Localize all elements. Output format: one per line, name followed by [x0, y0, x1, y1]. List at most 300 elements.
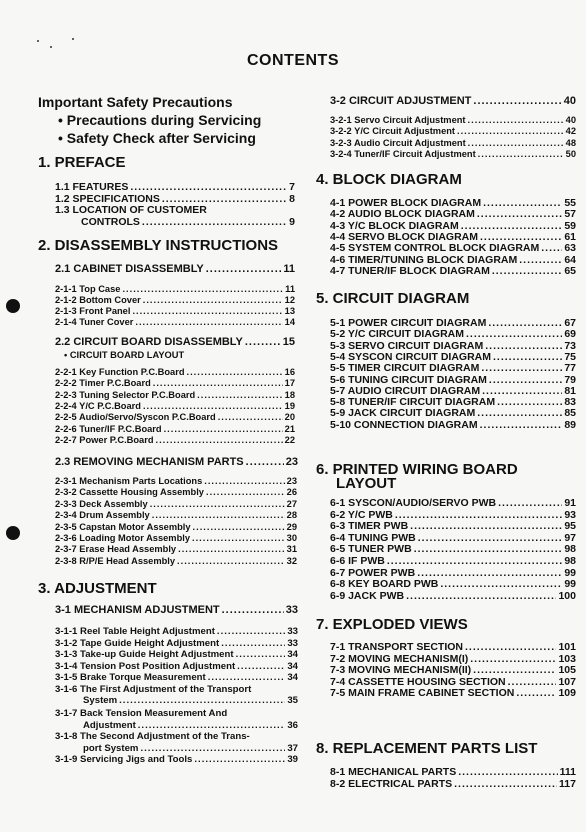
toc-entry-label: 5-3 SERVO CIRCUIT DIAGRAM	[330, 339, 484, 352]
toc-entry-label: 2-1-1 Top Case	[55, 284, 121, 294]
toc-leader-dots	[187, 367, 283, 377]
toc-entry-page: 101	[558, 641, 576, 653]
toc-entry[interactable]	[55, 306, 295, 316]
scan-speck	[72, 38, 74, 40]
toc-leader-dots	[417, 567, 562, 579]
toc-entry[interactable]	[330, 509, 576, 521]
toc-entry-label: CONTROLS	[81, 215, 140, 228]
section-5-heading: 5. CIRCUIT DIAGRAM	[316, 290, 470, 307]
toc-entry-label: 2-2-7 Power P.C.Board	[55, 434, 154, 445]
toc-entry-label: System	[83, 695, 118, 706]
toc-entry[interactable]	[330, 497, 576, 509]
toc-entry[interactable]	[55, 284, 295, 294]
toc-leader-dots	[122, 284, 283, 294]
toc-entry[interactable]	[55, 638, 298, 649]
toc-entry-page: 26	[286, 487, 297, 498]
toc-entry-label: 6-6 IF PWB	[330, 555, 385, 567]
toc-entry-label: 6-2 Y/C PWB	[330, 508, 393, 521]
toc-entry-label: 2-3-3 Deck Assembly	[55, 498, 148, 509]
toc-entry-label: 4-1 POWER BLOCK DIAGRAM	[330, 197, 482, 209]
toc-entry[interactable]	[330, 520, 576, 532]
toc-leader-dots	[206, 487, 285, 497]
toc-entry-label: 3-1-7 Back Tension Measurement And	[55, 708, 228, 719]
toc-entry-page: 57	[564, 208, 576, 221]
toc-entry-page: 30	[286, 533, 297, 543]
toc-leader-dots	[470, 653, 556, 665]
toc-entry-label: 6-7 POWER PWB	[330, 566, 416, 579]
toc-entry[interactable]	[330, 362, 576, 374]
toc-entry-page: 23	[286, 476, 297, 486]
toc-entry-label: 4-5 SYSTEM CONTROL BLOCK DIAGRAM	[330, 242, 540, 255]
section-4-heading: 4. BLOCK DIAGRAM	[316, 171, 462, 188]
toc-entry-page: 34	[287, 660, 298, 672]
toc-leader-dots	[406, 590, 556, 602]
toc-leader-dots	[458, 766, 557, 778]
toc-entry-page: 97	[564, 531, 576, 544]
section-2-2-heading[interactable]: 2.2 CIRCUIT BOARD DISASSEMBLY ..... 15	[55, 336, 295, 348]
toc-entry[interactable]	[55, 295, 295, 305]
toc-entry[interactable]	[330, 317, 576, 329]
safety-bullet-1: • Precautions during Servicing	[58, 112, 262, 128]
toc-entry-page: 21	[284, 423, 295, 434]
section-6-heading: 6. PRINTED WIRING BOARD	[316, 461, 518, 478]
toc-entry-page: 28	[286, 510, 297, 521]
toc-entry-page: 65	[564, 264, 576, 277]
toc-leader-dots	[138, 720, 286, 731]
toc-leader-dots	[468, 138, 564, 148]
toc-entry-page: 50	[565, 148, 576, 159]
toc-entry[interactable]	[330, 149, 576, 159]
toc-leader-dots	[178, 544, 285, 554]
toc-entry-page: 20	[284, 412, 295, 423]
toc-leader-dots	[457, 126, 564, 136]
toc-leader-dots	[480, 419, 563, 431]
toc-entry[interactable]	[330, 197, 576, 209]
page-title: CONTENTS	[247, 52, 339, 69]
toc-leader-dots	[194, 754, 285, 765]
toc-entry[interactable]	[330, 532, 576, 544]
toc-entry-page: 63	[564, 242, 576, 255]
toc-leader-dots	[478, 149, 564, 159]
toc-entry-label: 5-6 TUNING CIRCUIT DIAGRAM	[330, 373, 487, 386]
toc-entry[interactable]	[83, 695, 298, 706]
toc-entry-label: 3-1-2 Tape Guide Height Adjustment	[55, 637, 220, 649]
toc-entry-label: 6-4 TUNING PWB	[330, 531, 416, 544]
toc-entry[interactable]	[55, 193, 295, 205]
toc-leader-dots	[481, 362, 562, 374]
toc-entry-label: 1.1 FEATURES	[55, 181, 129, 193]
toc-leader-dots	[135, 317, 282, 327]
toc-entry-label: 2-2-2 Timer P.C.Board	[55, 378, 151, 389]
toc-entry-page: 12	[284, 295, 295, 305]
toc-entry-label: 2-3-1 Mechanism Parts Locations	[55, 476, 203, 486]
toc-entry-page: 98	[564, 555, 576, 567]
toc-entry-label: 2-3-2 Cassette Housing Assembly	[55, 487, 204, 498]
toc-entry-page: 109	[558, 687, 576, 700]
section-3-2-heading[interactable]: 3-2 CIRCUIT ADJUSTMENT ..... 40	[330, 95, 576, 107]
toc-leader-dots	[480, 231, 562, 243]
toc-entry-label: 2-1-3 Front Panel	[55, 306, 131, 316]
toc-entry[interactable]	[330, 220, 576, 232]
toc-entry-label: 5-5 TIMER CIRCUIT DIAGRAM	[330, 362, 480, 375]
toc-leader-dots	[150, 499, 285, 509]
toc-entry-label: 7-1 TRANSPORT SECTION	[330, 641, 464, 653]
toc-entry-label: Adjustment	[83, 719, 136, 731]
toc-leader-dots	[387, 555, 562, 567]
toc-entry-page: 111	[559, 766, 576, 778]
toc-leader-dots	[489, 374, 562, 386]
toc-entry-page: 117	[559, 777, 576, 790]
toc-leader-dots	[483, 197, 562, 209]
section-7-heading: 7. EXPLODED VIEWS	[316, 616, 468, 633]
toc-entry-page: 34	[287, 649, 298, 660]
toc-leader-dots	[482, 385, 562, 397]
toc-entry-page: 85	[564, 407, 576, 420]
toc-entry-page: 8	[289, 192, 295, 205]
toc-leader-dots	[132, 306, 282, 316]
toc-entry[interactable]	[55, 317, 295, 327]
binder-hole-mark	[6, 526, 20, 540]
section-3-1-heading[interactable]: 3-1 MECHANISM ADJUSTMENT ..... 33	[55, 604, 298, 616]
toc-entry-page: 11	[285, 284, 295, 294]
toc-entry[interactable]	[55, 661, 298, 672]
section-6-heading-line2: LAYOUT	[336, 475, 397, 492]
toc-leader-dots	[164, 424, 283, 434]
toc-entry-page: 37	[287, 742, 298, 754]
toc-entry[interactable]	[55, 435, 295, 445]
toc-entry-label: 3-2-3 Audio Circuit Adjustment	[330, 137, 466, 148]
toc-leader-dots	[119, 695, 285, 706]
toc-leader-dots	[218, 412, 283, 422]
toc-leader-dots	[143, 295, 283, 305]
toc-entry-page: 19	[284, 400, 295, 411]
toc-leader-dots	[418, 532, 563, 544]
toc-leader-dots	[454, 778, 557, 790]
toc-leader-dots	[410, 520, 562, 532]
toc-leader-dots	[177, 556, 285, 566]
toc-entry[interactable]	[55, 672, 298, 683]
toc-entry[interactable]	[55, 181, 295, 193]
toc-entry-page: 27	[286, 498, 297, 509]
toc-entry[interactable]	[55, 412, 295, 422]
toc-entry-label: 2-2-6 Tuner/IF P.C.Board	[55, 423, 162, 434]
toc-entry-label: 3-2-1 Servo Circuit Adjustment	[330, 115, 466, 125]
toc-entry-page: 95	[564, 520, 576, 533]
safety-heading: Important Safety Precautions	[38, 94, 233, 110]
toc-entry-label: 8-2 ELECTRICAL PARTS	[330, 777, 453, 790]
toc-entry-page: 16	[284, 367, 295, 377]
toc-entry-label: 4-7 TUNER/IF BLOCK DIAGRAM	[330, 264, 490, 277]
toc-entry[interactable]	[330, 115, 576, 125]
toc-entry[interactable]	[55, 754, 298, 765]
toc-entry-label: 2-1-2 Bottom Cover	[55, 295, 141, 305]
toc-entry-page: 13	[284, 306, 295, 316]
toc-entry-label: 1.2 SPECIFICATIONS	[55, 192, 160, 205]
toc-entry-page: 22	[284, 434, 295, 445]
toc-entry[interactable]	[55, 390, 295, 400]
toc-leader-dots	[497, 396, 562, 408]
toc-leader-dots	[221, 638, 285, 649]
toc-entry-label: 6-8 KEY BOARD PWB	[330, 578, 439, 591]
toc-entry-page: 32	[286, 555, 297, 566]
toc-leader-dots	[142, 216, 287, 228]
toc-leader-dots	[193, 522, 285, 532]
toc-entry[interactable]	[330, 231, 576, 243]
section-2-3-heading[interactable]: 2.3 REMOVING MECHANISM PARTS ..... 23	[55, 456, 298, 468]
toc-entry-label: 4-2 AUDIO BLOCK DIAGRAM	[330, 208, 475, 221]
toc-entry[interactable]	[55, 510, 297, 520]
toc-entry[interactable]	[330, 766, 576, 778]
toc-entry[interactable]	[55, 424, 295, 434]
toc-entry-label: 2-2-3 Tuning Selector P.C.Board	[55, 389, 196, 400]
toc-entry-page: 33	[287, 637, 298, 649]
toc-entry[interactable]	[83, 743, 298, 754]
toc-entry[interactable]	[55, 731, 298, 742]
toc-entry-page: 105	[558, 664, 576, 677]
toc-entry-label: 5-1 POWER CIRCUIT DIAGRAM	[330, 317, 487, 329]
toc-entry-label: 3-1-5 Brake Torque Measurement	[55, 672, 206, 683]
toc-entry[interactable]	[83, 720, 298, 731]
toc-leader-dots	[541, 242, 562, 254]
toc-leader-dots	[395, 509, 562, 521]
toc-entry[interactable]	[81, 216, 295, 228]
toc-leader-dots	[236, 649, 286, 660]
toc-entry-label: 5-8 TUNER/IF CIRCUIT DIAGRAM	[330, 396, 496, 409]
toc-entry[interactable]	[330, 242, 576, 254]
toc-entry-page: 99	[564, 566, 576, 579]
toc-entry-page: 33	[287, 626, 298, 637]
section-8-heading: 8. REPLACEMENT PARTS LIST	[316, 740, 538, 757]
toc-leader-dots	[492, 265, 562, 277]
toc-entry-page: 107	[558, 675, 576, 688]
toc-leader-dots	[508, 676, 557, 688]
toc-entry[interactable]	[330, 328, 576, 340]
toc-entry-label: 7-3 MOVING MECHANISM(II)	[330, 664, 472, 677]
toc-leader-dots	[162, 193, 287, 205]
toc-entry-page: 89	[564, 418, 576, 431]
toc-entry[interactable]	[330, 687, 576, 699]
toc-entry-label: 7-5 MAIN FRAME CABINET SECTION	[330, 687, 515, 700]
toc-entry[interactable]	[330, 254, 576, 266]
toc-entry-page: 7	[289, 181, 295, 193]
toc-leader-dots	[204, 476, 284, 486]
toc-leader-dots	[485, 340, 562, 352]
toc-entry[interactable]	[55, 401, 295, 411]
toc-entry-label: 3-2-4 Tuner/IF Circuit Adjustment	[330, 148, 476, 159]
toc-entry[interactable]	[55, 684, 298, 695]
section-2-1-heading[interactable]: 2.1 CABINET DISASSEMBLY ..... 11	[55, 263, 295, 275]
toc-entry-page: 100	[558, 589, 576, 602]
toc-entry-page: 40	[565, 115, 576, 125]
toc-entry[interactable]	[330, 778, 576, 790]
toc-leader-dots	[461, 220, 563, 232]
toc-entry[interactable]	[55, 708, 298, 719]
toc-entry-label: 4-4 SERVO BLOCK DIAGRAM	[330, 230, 478, 243]
toc-entry[interactable]	[330, 653, 576, 665]
toc-entry-page: 17	[284, 378, 295, 389]
toc-entry-page: 14	[284, 317, 295, 327]
safety-bullet-2: • Safety Check after Servicing	[58, 130, 256, 146]
toc-entry-label: 2-3-4 Drum Assembly	[55, 510, 150, 521]
toc-entry[interactable]	[55, 522, 297, 532]
toc-entry[interactable]	[55, 649, 298, 660]
toc-leader-dots	[477, 208, 562, 220]
binder-hole-mark	[6, 299, 20, 313]
toc-leader-dots	[217, 626, 285, 637]
toc-leader-dots	[130, 181, 287, 193]
toc-entry-label: 3-1-4 Tension Post Position Adjustment	[55, 660, 236, 672]
toc-entry[interactable]	[330, 578, 576, 590]
toc-leader-dots	[153, 378, 283, 388]
toc-leader-dots	[197, 390, 282, 400]
toc-entry[interactable]	[55, 626, 298, 637]
toc-entry[interactable]	[330, 407, 576, 419]
toc-entry-page: 36	[287, 719, 298, 731]
toc-entry[interactable]	[330, 396, 576, 408]
toc-entry[interactable]	[330, 419, 576, 431]
toc-entry-label: 5-4 SYSCON CIRCUIT DIAGRAM	[330, 350, 492, 363]
toc-entry-page: 18	[284, 389, 295, 400]
toc-entry[interactable]	[330, 208, 576, 220]
section-1-heading: 1. PREFACE	[38, 154, 126, 171]
toc-leader-dots	[237, 661, 285, 672]
section-3-heading: 3. ADJUSTMENT	[38, 580, 157, 597]
toc-leader-dots	[156, 435, 283, 445]
toc-entry-page: 55	[564, 197, 576, 209]
toc-leader-dots	[143, 401, 283, 411]
toc-entry-page: 83	[564, 396, 576, 409]
toc-entry-label: 2-3-5 Capstan Motor Assembly	[55, 521, 191, 532]
toc-entry-label: 6-5 TUNER PWB	[330, 543, 412, 556]
toc-entry-label: 3-1-1 Reel Table Height Adjustment	[55, 626, 215, 637]
toc-entry-label: 6-3 TIMER PWB	[330, 520, 409, 533]
toc-entry-page: 34	[287, 672, 298, 683]
toc-entry[interactable]	[330, 676, 576, 688]
toc-leader-dots	[493, 351, 562, 363]
toc-entry-label: 6-9 JACK PWB	[330, 589, 405, 602]
toc-entry[interactable]	[330, 340, 576, 352]
toc-entry-label: 5-7 AUDIO CIRCUIT DIAGRAM	[330, 384, 481, 397]
toc-entry-label: 3-1-3 Take-up Guide Height Adjustment	[55, 649, 234, 660]
toc-leader-dots	[140, 743, 285, 754]
toc-entry[interactable]	[330, 567, 576, 579]
toc-entry-page: 103	[558, 652, 576, 665]
toc-leader-dots	[488, 317, 562, 329]
toc-entry-label: port System	[83, 742, 139, 754]
toc-leader-dots	[477, 407, 562, 419]
toc-entry-label: 4-6 TIMER/TUNING BLOCK DIAGRAM	[330, 253, 518, 266]
toc-entry[interactable]	[330, 351, 576, 363]
toc-leader-dots	[414, 543, 563, 555]
toc-entry[interactable]	[55, 378, 295, 388]
section-2-heading: 2. DISASSEMBLY INSTRUCTIONS	[38, 237, 279, 254]
toc-entry-label: 3-1-9 Servicing Jigs and Tools	[55, 754, 193, 765]
toc-entry[interactable]	[55, 544, 297, 554]
toc-entry[interactable]	[55, 556, 297, 566]
toc-leader-dots	[519, 254, 562, 266]
toc-entry-page: 79	[564, 373, 576, 386]
toc-entry-page: 59	[564, 219, 576, 232]
toc-entry-page: 29	[286, 521, 297, 532]
toc-entry[interactable]	[55, 499, 297, 509]
toc-entry-label: 2-3-7 Erase Head Assembly	[55, 544, 177, 555]
toc-entry-page: 77	[564, 362, 576, 375]
toc-leader-dots	[516, 687, 556, 699]
toc-entry-label: 2-2-5 Audio/Servo/Syscon P.C.Board	[55, 412, 216, 423]
toc-leader-dots	[152, 510, 285, 520]
toc-entry-page: 39	[287, 754, 298, 765]
toc-entry[interactable]	[330, 641, 576, 653]
toc-entry[interactable]	[330, 590, 576, 602]
toc-leader-dots	[440, 578, 562, 590]
toc-entry-page: 69	[564, 328, 576, 341]
toc-entry-label: 1.3 LOCATION OF CUSTOMER	[55, 204, 207, 216]
toc-entry-label: 6-1 SYSCON/AUDIO/SERVO PWB	[330, 497, 497, 509]
toc-entry-page: 93	[564, 508, 576, 521]
toc-entry-label: 5-9 JACK CIRCUIT DIAGRAM	[330, 407, 476, 420]
toc-entry[interactable]	[55, 367, 295, 377]
toc-entry[interactable]	[330, 555, 576, 567]
toc-entry-label: 2-1-4 Tuner Cover	[55, 317, 134, 327]
toc-entry-page: 98	[564, 543, 576, 556]
toc-entry-label: 5-10 CONNECTION DIAGRAM	[330, 418, 478, 431]
toc-leader-dots	[192, 533, 285, 543]
toc-entry[interactable]	[55, 476, 297, 486]
toc-entry[interactable]	[55, 487, 297, 497]
toc-entry-label: 3-1-8 The Second Adjustment of the Trans-	[55, 731, 250, 742]
toc-entry-label: 2-2-1 Key Function P.C.Board	[55, 367, 185, 377]
toc-entry-label: 5-2 Y/C CIRCUIT DIAGRAM	[330, 328, 464, 341]
toc-entry-page: 61	[564, 230, 576, 243]
toc-entry-label: 3-1-6 The First Adjustment of the Transport	[55, 683, 252, 695]
toc-entry-page: 64	[564, 253, 576, 266]
toc-entry-label: 2-3-6 Loading Motor Assembly	[55, 533, 190, 543]
toc-entry-page: 91	[564, 497, 576, 509]
toc-entry-label: 8-1 MECHANICAL PARTS	[330, 766, 457, 778]
toc-entry[interactable]	[55, 533, 297, 543]
toc-entry-label: 2-3-8 R/P/E Head Assembly	[55, 555, 176, 566]
toc-entry-page: 81	[564, 384, 576, 397]
toc-entry[interactable]	[330, 265, 576, 277]
toc-entry-page: 31	[286, 544, 297, 555]
toc-entry-page: 9	[289, 215, 295, 228]
toc-entry[interactable]	[330, 138, 576, 148]
toc-entry[interactable]	[330, 126, 576, 136]
toc-entry[interactable]	[330, 385, 576, 397]
toc-entry-page: 73	[564, 339, 576, 352]
toc-entry-page: 75	[564, 350, 576, 363]
toc-leader-dots	[498, 497, 562, 509]
toc-entry-label: 7-4 CASSETTE HOUSING SECTION	[330, 675, 506, 688]
toc-entry-label: 4-3 Y/C BLOCK DIAGRAM	[330, 219, 459, 232]
toc-leader-dots	[465, 641, 556, 653]
scan-speck	[37, 40, 39, 42]
circuit-board-layout-note: • CIRCUIT BOARD LAYOUT	[64, 350, 185, 360]
toc-entry-page: 67	[564, 317, 576, 329]
toc-entry-page: 35	[287, 695, 298, 706]
toc-entry-label: 2-2-4 Y/C P.C.Board	[55, 400, 141, 411]
toc-entry[interactable]	[330, 664, 576, 676]
toc-entry[interactable]	[330, 543, 576, 555]
toc-leader-dots	[468, 115, 564, 125]
toc-entry-page: 99	[564, 578, 576, 591]
toc-entry-label: 3-2-2 Y/C Circuit Adjustment	[330, 126, 456, 137]
toc-entry-page: 48	[565, 137, 576, 148]
toc-leader-dots	[473, 664, 556, 676]
toc-entry[interactable]	[55, 204, 295, 216]
scan-speck	[50, 46, 52, 48]
toc-entry[interactable]	[330, 374, 576, 386]
